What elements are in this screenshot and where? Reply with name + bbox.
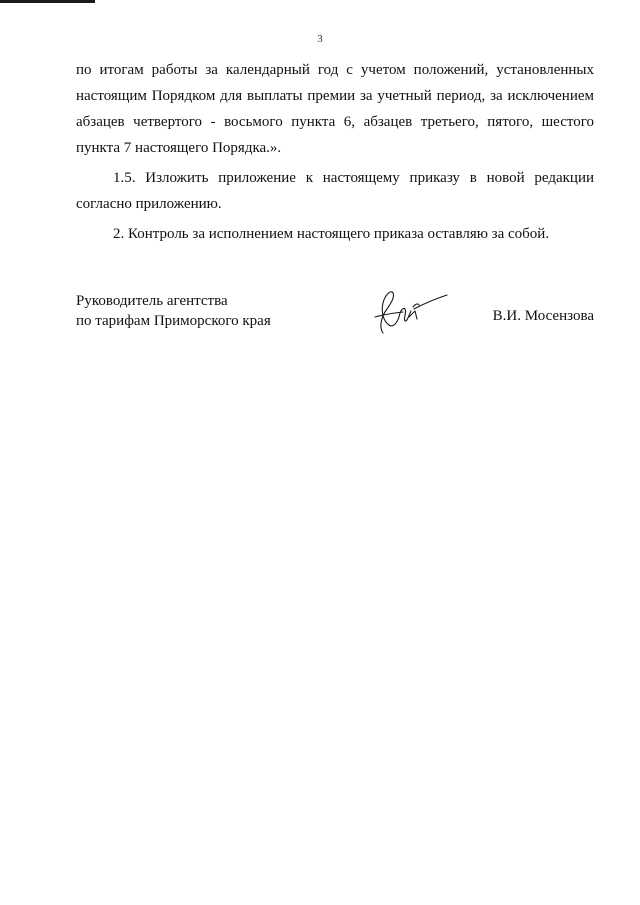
paragraph-item-2: 2. Контроль за исполнением настоящего приказа оставляю за собой. [113,226,550,242]
signer-title-line-2: по тарифам Приморского края [76,313,271,329]
signer-name: В.И. Мосензова [492,308,594,324]
paragraph-continuation: по итогам работы за календарный год с учетом положений, установленных настоящим Порядком для выплаты премии за учетный период, за исключением абзацев четвертого - восьмого пункта 6, абзацев третьего, пятого, шестого пункта 7 настоящего Порядка.». [76,62,594,156]
signer-title [76,291,271,331]
handwritten-signature-icon [369,287,449,339]
document-body [76,57,594,247]
top-left-rule [0,0,95,3]
paragraph-item-1-5: 1.5. Изложить приложение к настоящему приказу в новой редакции согласно приложению. [76,170,594,212]
signature-block [76,291,594,351]
page-number: 3 [317,33,323,45]
signer-title-line-1: Руководитель агентства [76,293,228,309]
